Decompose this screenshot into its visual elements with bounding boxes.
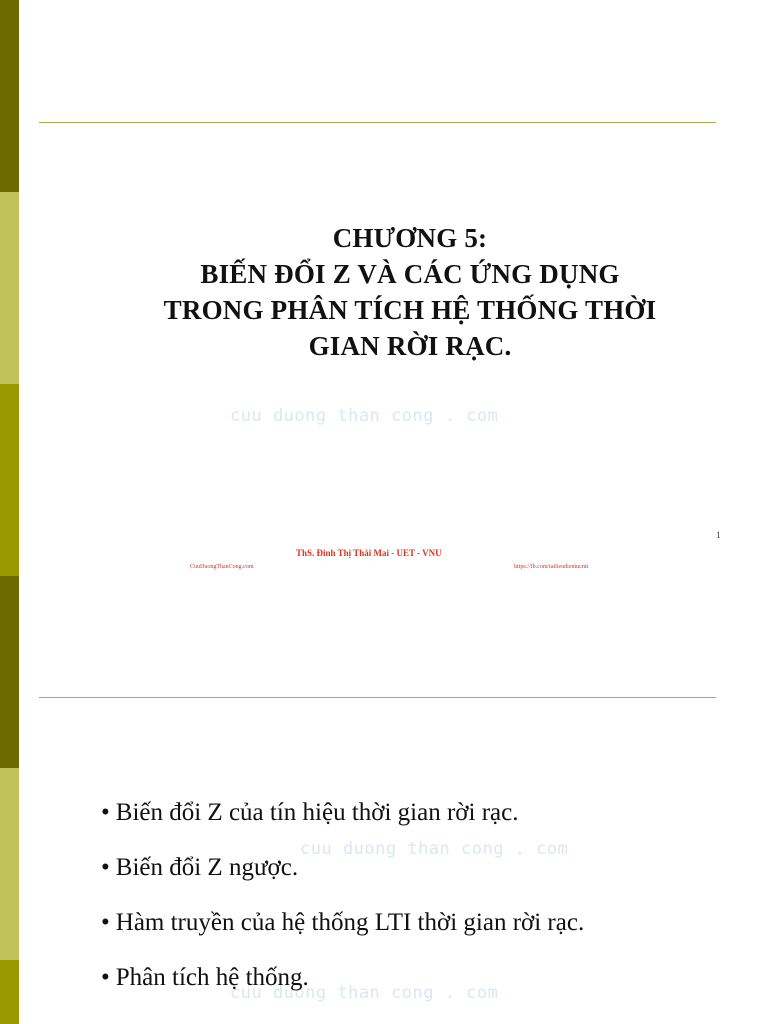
bullet-dot: • [101, 799, 110, 826]
title-line: TRONG PHÂN TÍCH HỆ THỐNG THỜI [163, 295, 657, 325]
author-line: ThS. Đinh Thị Thái Mai - UET - VNU [296, 548, 442, 558]
list-item [101, 950, 584, 1005]
watermark-text: cuu duong than cong . com [230, 983, 499, 1003]
title-line: BIẾN ĐỔI Z VÀ CÁC ỨNG DỤNG [200, 259, 620, 289]
slide2-bullet-list [101, 785, 584, 1005]
stripe-block [0, 0, 19, 192]
bullet-dot: • [101, 964, 110, 991]
list-item [101, 785, 584, 840]
left-decorative-stripe [0, 0, 19, 1024]
bullet-text: Phân tích hệ thống. [115, 964, 309, 991]
bullet-text: Biến đổi Z ngược. [115, 854, 299, 881]
footer-source-right: https://fb.com/tailieudientucntt [514, 564, 589, 570]
title-line: GIAN RỜI RẠC. [308, 331, 512, 361]
stripe-block [0, 960, 19, 1024]
bullet-dot: • [101, 854, 110, 881]
slide1-top-rule [39, 122, 716, 123]
bullet-dot: • [101, 909, 110, 936]
stripe-block [0, 768, 19, 960]
title-line: CHƯƠNG 5: [332, 223, 488, 253]
footer-source-left: CuuDuongThanCong.com [190, 564, 254, 570]
slide2-top-rule [39, 697, 716, 698]
slide1-title [60, 220, 760, 364]
bullet-text: Biến đổi Z của tín hiệu thời gian rời rạc. [115, 799, 519, 826]
list-item [101, 840, 584, 895]
bullet-text: Hàm truyền của hệ thống LTI thời gian rời rạc. [115, 909, 585, 936]
watermark-text: cuu duong than cong . com [300, 839, 569, 859]
stripe-block [0, 576, 19, 768]
stripe-block [0, 384, 19, 576]
list-item [101, 895, 584, 950]
stripe-block [0, 192, 19, 384]
watermark-text: cuu duong than cong . com [230, 406, 499, 426]
page-number: 1 [716, 530, 721, 540]
